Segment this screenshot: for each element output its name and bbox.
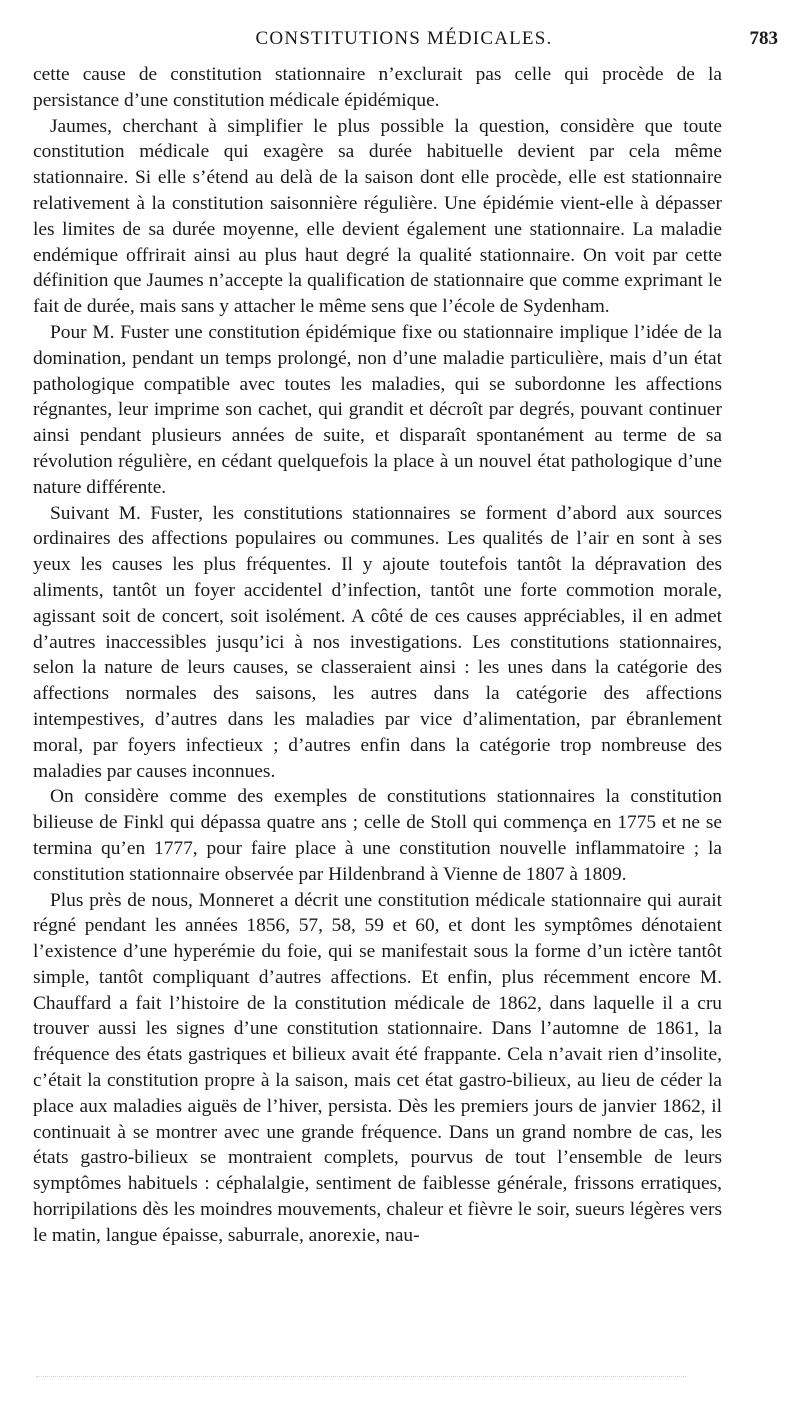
body-text — [33, 62, 722, 1249]
paragraph-fuster-causes: Suivant M. Fuster, les constitutions stationnaires se forment d’abord aux sources ordinaires des affections populaires ou communes. Les qualités de l’air en sont à ses yeux les causes les plus fréquentes. Il y ajoute toutefois tantôt la dépravation des aliments, tantôt un foyer accidentel d’infection, tantôt une forte commotion morale, agissant soit de concert, soit isolément. A côté de ces causes appréciables, il en admet d’autres inaccessibles jusqu’ici à nos investigations. Les constitutions stationnaires, selon la nature de leurs causes, se classeraient ainsi : les unes dans la catégorie des affections normales des saisons, les autres dans la catégorie des affections intempestives, d’autres dans les maladies par vice d’alimentation, par ébranlement moral, par foyers infectieux ; d’autres enfin dans la catégorie trop nombreuse des maladies par causes inconnues. — [33, 502, 722, 782]
running-title: CONSTITUTIONS MÉDICALES. — [255, 28, 553, 49]
paragraph-monneret-chauffard: Plus près de nous, Monneret a décrit une constitution médicale stationnaire qui aurait régné pendant les années 1856, 57, 58, 59 et 60, et dont les symptômes dénotaient l’existence d’une hyperémie du foie, qui se manifestait sous la forme d’un ictère tantôt simple, tantôt compliquant d’autres affections. Et enfin, plus récemment encore M. Chauffard a fait l’histoire de la constitution médicale de 1862, dans laquelle il a cru trouver aussi les signes d’une constitution stationnaire. Dans l’automne de 1861, la fréquence des états gastriques et bilieux avait été frappante. Cela n’avait rien d’insolite, c’était la constitution propre à la saison, mais cet état gastro-bilieux, au lieu de céder la place aux maladies aiguës de l’hiver, persista. Dès les premiers jours de janvier 1862, il continuait à se montrer avec une grande fréquence. Dans un grand nombre de cas, les états gastro-bilieux se montraient complets, pourvus de tout l’ensemble de leurs symptômes habituels : céphalalgie, sentiment de faiblesse générale, frissons erratiques, horripilations dès les moindres mouvements, chaleur et fièvre le soir, sueurs légères vers le matin, langue épaisse, saburrale, anorexie, nau- — [33, 889, 722, 1246]
paragraph-fuster-definition: Pour M. Fuster une constitution épidémique fixe ou stationnaire implique l’idée de la domination, pendant un temps prolongé, non d’une maladie particulière, mais d’un état pathologique compatible avec toutes les maladies, qui se subordonne les affections régnantes, leur imprime son cachet, qui grandit et décroît par degrés, pouvant continuer ainsi pendant plusieurs années de suite, et disparaît spontanément au terme de sa révolution régulière, en cédant quelquefois la place à un nouvel état pathologique d’une nature différente. — [33, 321, 722, 498]
paragraph-jaumes: Jaumes, cherchant à simplifier le plus possible la question, considère que toute constitution médicale qui exagère sa durée habituelle devient par cela même stationnaire. Si elle s’étend au delà de la saison dont elle procède, elle est stationnaire relativement à la constitution saisonnière régulière. Une épidémie vient-elle à dépasser les limites de sa durée moyenne, elle devient également une stationnaire. La maladie endémique offrirait ainsi au plus haut degré la qualité stationnaire. On voit par cette définition que Jaumes n’accepte la qualification de stationnaire que comme exprimant le fait de durée, mais sans y attacher le même sens que l’école de Sydenham. — [33, 115, 722, 318]
paragraph-continuation: cette cause de constitution stationnaire n’exclurait pas celle qui procède de la persistance d’une constitution médicale épidémique. — [33, 64, 722, 111]
paragraph-examples: On considère comme des exemples de constitutions stationnaires la constitution bilieuse de Finkl qui dépassa quatre ans ; celle de Stoll qui commença en 1775 et ne se termina qu’en 1777, pour faire place à une constitution nouvelle inflammatoire ; la constitution stationnaire observée par Hildenbrand à Vienne de 1807 à 1809. — [33, 786, 722, 885]
running-head — [30, 28, 778, 58]
page-number: 783 — [749, 28, 778, 49]
footer-print-smudge — [36, 1376, 686, 1381]
